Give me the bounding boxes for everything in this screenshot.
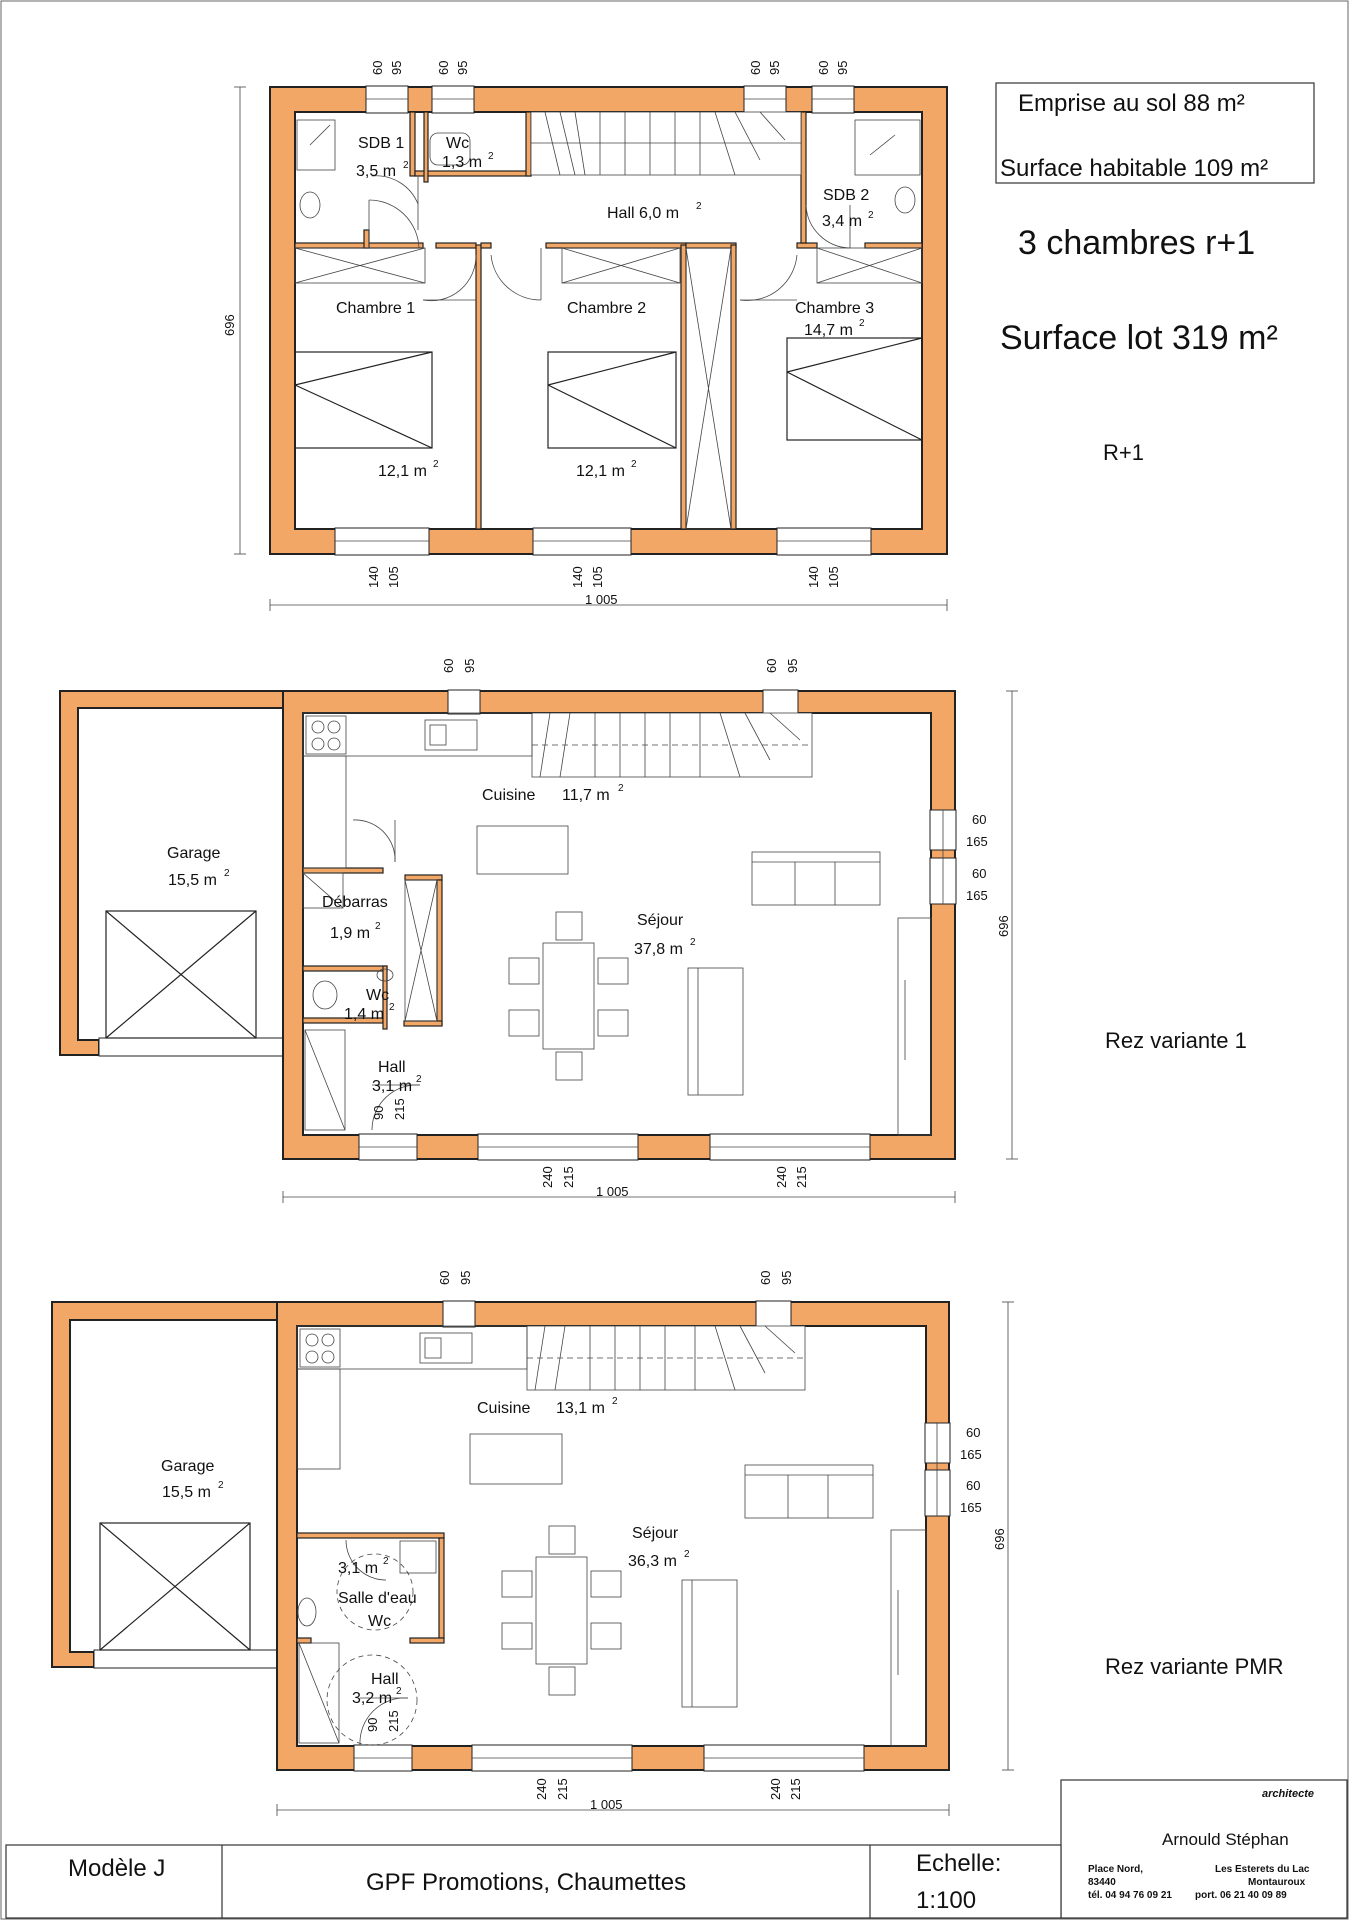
plan-rez2 [52,1271,1284,1816]
svg-text:105: 105 [826,566,841,588]
svg-text:215: 215 [392,1098,407,1120]
svg-text:90: 90 [365,1717,380,1732]
svg-text:240: 240 [540,1166,555,1188]
width-dim-rez1: 1 005 [596,1184,629,1199]
svg-text:90: 90 [371,1105,386,1120]
svg-text:95: 95 [462,658,477,673]
level-label-r1: R+1 [1103,440,1144,465]
svg-text:165: 165 [966,888,988,903]
svg-text:165: 165 [960,1447,982,1462]
svg-text:2: 2 [396,1686,402,1697]
room-sejour-area-rez2: 36,3 m [628,1553,677,1570]
doors-r1 [369,176,850,301]
svg-text:60: 60 [966,1425,981,1440]
svg-text:2: 2 [488,151,494,162]
room-hall-name-rez1: Hall [378,1059,406,1076]
room-sejour-area-rez1: 37,8 m [634,941,683,958]
room-wc-area-rez1: 1,4 m [344,1006,385,1023]
svg-text:95: 95 [785,658,800,673]
room-wc-name: Wc [446,135,470,152]
room-sde-wc-rez2: Wc [368,1613,392,1630]
svg-text:60: 60 [370,60,385,75]
phone-line2: port. 06 21 40 09 89 [1195,1890,1287,1901]
width-dim-rez2: 1 005 [590,1797,623,1812]
svg-text:2: 2 [696,201,702,212]
room-chambre2-name: Chambre 2 [567,300,647,317]
svg-text:60: 60 [816,60,831,75]
svg-text:2: 2 [416,1074,422,1085]
svg-text:95: 95 [779,1270,794,1285]
address-line2: Les Esterets du Lac [1215,1864,1310,1875]
room-garage-name-rez2: Garage [161,1458,215,1475]
svg-text:2: 2 [690,937,696,948]
room-wc-name-rez1: Wc [366,987,390,1004]
svg-text:2: 2 [224,868,230,879]
model-name: Modèle J [68,1855,166,1882]
svg-text:215: 215 [561,1166,576,1188]
lot-surface: Surface lot 319 m² [1000,319,1278,357]
room-sde-name-rez2: Salle d'eau [338,1590,417,1607]
svg-text:60: 60 [764,658,779,673]
beds-r1 [295,338,922,448]
svg-text:105: 105 [590,566,605,588]
room-labels-r1 [336,135,874,480]
svg-text:2: 2 [684,1549,690,1560]
room-debarras-name-rez1: Débarras [322,894,388,911]
address-line4: Montauroux [1248,1877,1306,1888]
info-box [996,83,1314,183]
room-sdb1-name: SDB 1 [358,135,405,152]
svg-text:2: 2 [859,318,865,329]
room-chambre1-name: Chambre 1 [336,300,416,317]
room-garage-name-rez1: Garage [167,845,221,862]
address-line3: 83440 [1088,1877,1116,1888]
svg-text:2: 2 [389,1002,395,1013]
svg-text:2: 2 [631,459,637,470]
phone-line1: tél. 04 94 76 09 21 [1088,1890,1172,1901]
svg-text:60: 60 [972,866,987,881]
project-name: GPF Promotions, Chaumettes [366,1869,687,1896]
svg-text:2: 2 [618,783,624,794]
level-label-rez1: Rez variante 1 [1105,1028,1247,1053]
stairs-rez2 [527,1326,805,1390]
room-garage-area-rez1: 15,5 m [168,872,217,889]
room-hall-area-rez2: 3,2 m [352,1690,393,1707]
architect-name: Arnould Stéphan [1162,1830,1289,1849]
habitable-surface-text: Surface habitable 109 m² [1000,155,1269,182]
room-sdb1-area: 3,5 m [356,163,397,180]
room-cuisine-area-rez1: 11,7 m [562,787,610,804]
svg-text:2: 2 [375,921,381,932]
headline: 3 chambres r+1 [1018,224,1256,262]
svg-text:2: 2 [433,459,439,470]
svg-text:165: 165 [960,1500,982,1515]
room-sdb2-name: SDB 2 [823,187,870,204]
room-debarras-area-rez1: 1,9 m [330,925,371,942]
wardrobes-r1 [295,248,922,529]
kitchen-island-rez1 [477,826,568,874]
scale-value: 1:100 [916,1887,977,1914]
level-label-rez2: Rez variante PMR [1105,1654,1284,1679]
svg-text:2: 2 [612,1396,618,1407]
svg-text:2: 2 [383,1556,389,1567]
scale-label: Echelle: [916,1850,1002,1877]
room-garage-area-rez2: 15,5 m [162,1484,211,1501]
svg-text:95: 95 [389,60,404,75]
svg-text:60: 60 [748,60,763,75]
garage-door-rez1 [106,911,256,1038]
room-sdb2-area: 3,4 m [822,213,863,230]
footprint-text: Emprise au sol 88 m² [1018,90,1245,117]
svg-text:95: 95 [455,60,470,75]
room-cuisine-name-rez1: Cuisine [482,787,536,804]
room-hall-area-rez1: 3,1 m [372,1078,413,1095]
room-sejour-name-rez1: Séjour [637,912,684,929]
svg-text:240: 240 [768,1778,783,1800]
room-chambre2-area: 12,1 m [576,463,625,480]
room-hall-name-rez2: Hall [371,1671,399,1688]
plan-rez1 [60,659,1247,1203]
svg-text:2: 2 [218,1480,224,1491]
svg-text:2: 2 [403,160,409,171]
width-dim-r1: 1 005 [585,592,618,607]
svg-text:95: 95 [458,1270,473,1285]
svg-text:105: 105 [386,566,401,588]
svg-text:215: 215 [788,1778,803,1800]
room-chambre3-area: 14,7 m [804,322,853,339]
room-chambre3-name: Chambre 3 [795,300,875,317]
svg-text:2: 2 [868,210,874,221]
svg-text:140: 140 [366,566,381,588]
depth-dim-r1: 696 [222,314,237,336]
architect-role: architecte [1262,1788,1314,1800]
svg-text:240: 240 [774,1166,789,1188]
svg-text:60: 60 [972,812,987,827]
room-chambre1-area: 12,1 m [378,463,427,480]
dining-table-rez2 [536,1557,587,1664]
room-hall-r1: Hall 6,0 m [607,205,680,222]
address-line1: Place Nord, [1088,1864,1144,1875]
dining-table-rez1 [543,943,594,1049]
svg-text:60: 60 [966,1478,981,1493]
room-cuisine-name-rez2: Cuisine [477,1400,531,1417]
svg-text:60: 60 [436,60,451,75]
svg-text:95: 95 [835,60,850,75]
title-block [6,1780,1347,1918]
depth-dim-rez2: 696 [992,1528,1007,1550]
svg-text:215: 215 [555,1778,570,1800]
kitchen-island-rez2 [470,1434,562,1484]
stairs-rez1 [532,713,812,777]
svg-text:165: 165 [966,834,988,849]
svg-text:60: 60 [758,1270,773,1285]
depth-dim-rez1: 696 [996,915,1011,937]
svg-text:140: 140 [806,566,821,588]
room-wc-area: 1,3 m [442,154,483,171]
garage-door-rez2 [100,1523,250,1650]
svg-text:215: 215 [794,1166,809,1188]
svg-text:140: 140 [570,566,585,588]
svg-text:60: 60 [441,658,456,673]
room-sde-area-rez2: 3,1 m [338,1560,379,1577]
room-cuisine-area-rez2: 13,1 m [556,1400,605,1417]
svg-text:215: 215 [386,1710,401,1732]
svg-text:95: 95 [767,60,782,75]
svg-text:60: 60 [437,1270,452,1285]
room-sejour-name-rez2: Séjour [632,1525,679,1542]
stairs-r1 [531,112,801,175]
svg-text:240: 240 [534,1778,549,1800]
